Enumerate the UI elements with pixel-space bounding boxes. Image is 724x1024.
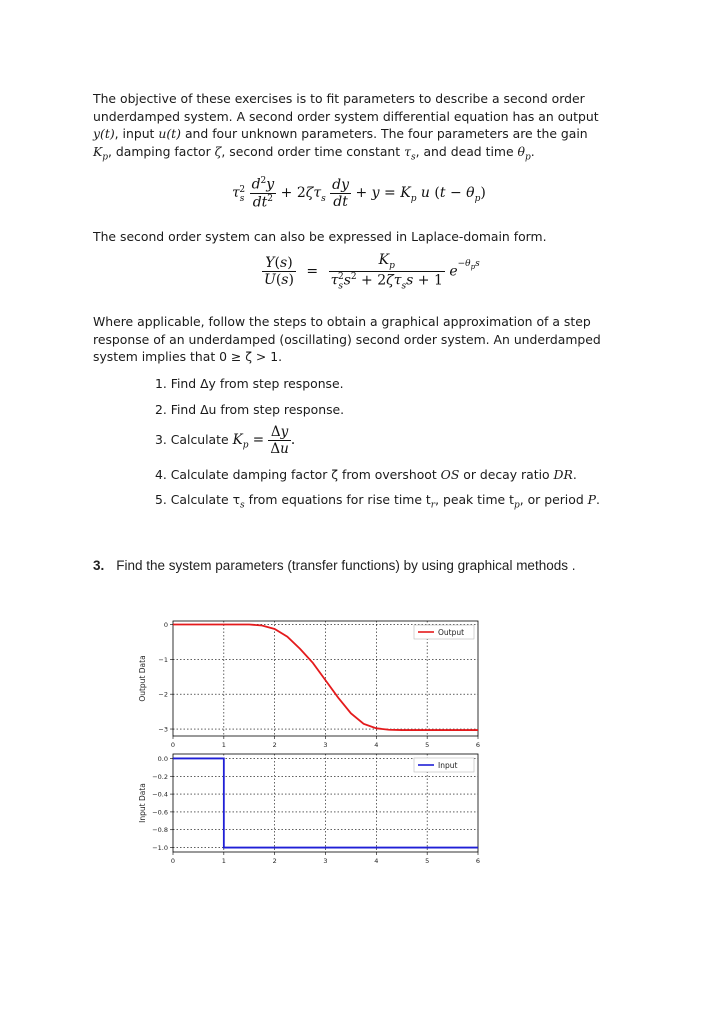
output-chart-x-tick-label: 5 — [425, 741, 430, 749]
step-3-label: 3. Calculate — [155, 432, 229, 447]
intro-line-3-d: and four unknown parameters. The four parameters are the gain — [181, 126, 588, 141]
intro-line-4-f: , and dead time — [415, 143, 518, 159]
theta-symbol: θ — [517, 143, 525, 159]
step-2: 2. Find Δu from step response. — [155, 402, 345, 417]
underdamped-line-2: response of an underdamped (oscillating) second order system. An underdamped — [93, 331, 601, 347]
output-chart-y-tick-label: 0 — [163, 620, 168, 629]
question-3 — [93, 558, 575, 573]
period-symbol: P — [587, 492, 596, 507]
intro-line-4-h: . — [530, 143, 535, 159]
step-5-b: from equations for rise time t — [244, 492, 431, 507]
overshoot-symbol: OS — [440, 467, 460, 482]
input-chart-y-axis-label: Input Data — [138, 783, 147, 823]
laplace-equation: $\frac{Y(s)}{U(s)}$ = $\frac{K_p}{\tau_s^2s^2 + 2\zeta\tau_ss + 1}$ $e^{-\theta_ps}$ — [264, 252, 480, 292]
intro-line-2: underdamped system. A second order system differential equation has an output — [93, 108, 599, 124]
zeta-symbol: ζ — [214, 143, 222, 159]
step-4-a: 4. Calculate damping factor ζ from overshoot — [155, 467, 441, 482]
laplace-description: The second order system can also be expressed in Laplace-domain form. — [93, 229, 547, 244]
step-3: 3. Calculate $K_p$ = $\frac{\Delta y}{\Delta u}$ . — [155, 424, 296, 457]
input-chart-y-tick-label: −0.8 — [152, 826, 168, 835]
step-4 — [155, 467, 577, 482]
output-chart-x-tick-label: 1 — [221, 741, 226, 749]
step-5-a: 5. Calculate τ — [155, 492, 241, 507]
step-4-e: . — [572, 467, 577, 482]
input-chart-x-tick-label: 0 — [170, 857, 176, 865]
step-5-d: , or period — [519, 492, 588, 507]
intro-line-1: The objective of these exercises is to fit parameters to describe a second order — [93, 91, 585, 106]
output-chart — [138, 621, 480, 749]
gain-symbol: K — [93, 143, 103, 159]
output-chart-legend-label: Output — [438, 628, 465, 637]
input-chart-x-tick-label: 5 — [425, 857, 430, 865]
output-chart-y-axis-label: Output Data — [138, 655, 147, 702]
step-5-f: . — [595, 492, 600, 507]
input-chart-y-tick-label: −0.4 — [152, 790, 168, 799]
step-1: 1. Find Δy from step response. — [155, 376, 344, 391]
input-chart-x-tick-label: 4 — [374, 857, 379, 865]
intro-line-4-d: , second order time constant — [221, 143, 405, 159]
output-chart-x-tick-label: 3 — [323, 741, 328, 749]
step-4-c: or decay ratio — [459, 467, 554, 482]
output-chart-x-tick-label: 2 — [272, 741, 277, 749]
intro-paragraph — [93, 90, 633, 166]
output-chart-y-tick-label: −1 — [158, 655, 168, 664]
input-chart-x-tick-label: 2 — [272, 857, 277, 865]
intro-line-4-b: , damping factor — [108, 143, 215, 159]
output-chart-x-tick-label: 4 — [374, 741, 379, 749]
differential-equation: $\tau_s^2$ $\frac{d^2y}{dt^2}$ + $2\zeta\tau_s$ $\frac{dy}{dt}$ + $y = K_p$ u $(t - \theta_p)$ — [232, 176, 486, 211]
output-chart-x-tick-label: 0 — [170, 741, 176, 749]
step-response-charts — [0, 600, 724, 890]
underdamped-line-1: Where applicable, follow the steps to obtain a graphical approximation of a step — [93, 314, 591, 329]
output-symbol: y(t) — [93, 126, 115, 141]
question-number: 3. — [93, 558, 105, 573]
input-chart-x-tick-label: 1 — [221, 857, 226, 865]
input-chart-y-tick-label: −1.0 — [152, 844, 168, 853]
intro-line-3 — [93, 125, 633, 143]
output-chart-x-tick-label: 6 — [475, 741, 481, 749]
decay-ratio-symbol: DR — [553, 467, 573, 482]
output-chart-y-tick-label: −3 — [158, 725, 168, 734]
input-chart-y-tick-label: −0.6 — [152, 808, 168, 817]
step-5: 5. Calculate $\tau_s$ from equations for rise time $t_r$, peak time $t_p$, or period P. — [155, 492, 600, 511]
underdamped-paragraph — [93, 313, 633, 366]
intro-line-3-b: , input — [114, 126, 159, 141]
input-chart — [138, 754, 480, 865]
input-chart-y-tick-label: 0.0 — [157, 754, 168, 763]
output-chart-y-tick-label: −2 — [158, 690, 168, 699]
input-chart-x-tick-label: 3 — [323, 857, 328, 865]
input-chart-legend-label: Input — [438, 761, 458, 770]
step-5-c: , peak time t — [435, 492, 514, 507]
input-chart-y-tick-label: −0.2 — [152, 772, 168, 781]
input-chart-x-tick-label: 6 — [475, 857, 481, 865]
intro-line-4: $K_p$, damping factor ζ, second order time constant $\tau_s$, and dead time $\theta_p$. — [93, 143, 535, 162]
underdamped-line-3: system implies that 0 ≥ ζ > 1. — [93, 349, 283, 364]
input-symbol: u(t) — [158, 126, 181, 141]
question-text: Find the system parameters (transfer functions) by using graphical methods . — [116, 558, 576, 573]
tau-symbol: τ — [404, 143, 411, 159]
